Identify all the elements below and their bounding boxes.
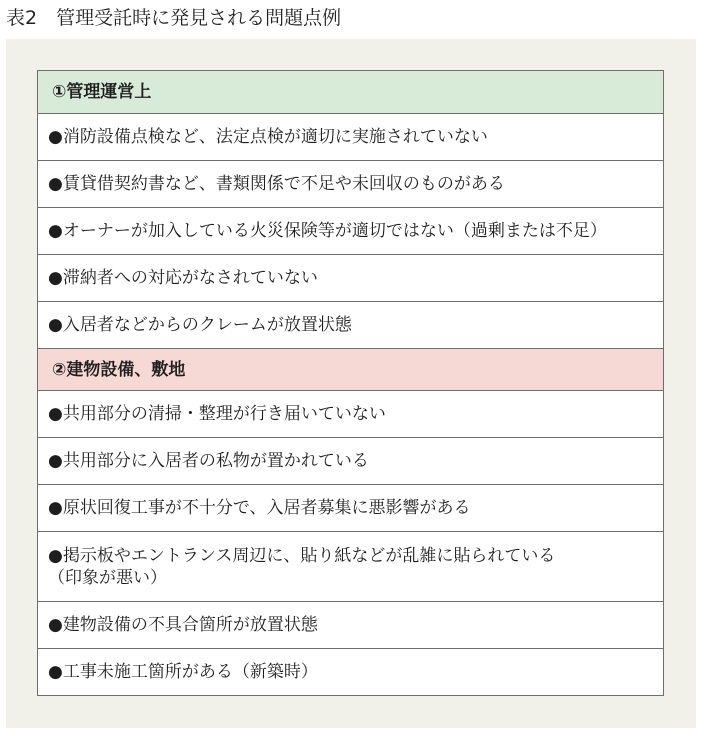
- table-row: [38, 207, 663, 254]
- section-heading-text: ①管理運営上: [52, 82, 152, 102]
- table-row: [38, 254, 663, 301]
- row-text-multiline: [48, 545, 555, 589]
- row-text-line-1: ●掲示板やエントランス周辺に、貼り紙などが乱雑に貼られている: [48, 545, 556, 566]
- row-text: ●原状回復工事が不十分で、入居者募集に悪影響がある: [48, 498, 471, 518]
- problem-table: [37, 70, 664, 696]
- row-text: ●オーナーが加入している火災保険等が適切ではない（過剰または不足）: [48, 221, 607, 241]
- row-text: ●滞納者への対応がなされていない: [48, 268, 318, 288]
- row-text: ●消防設備点検など、法定点検が適切に実施されていない: [48, 127, 488, 147]
- section-heading-text: ②建物設備、敷地: [52, 359, 186, 380]
- table-row: [38, 648, 663, 695]
- row-text: ●工事未施工箇所がある（新築時）: [48, 662, 318, 682]
- row-text: ●共用部分に入居者の私物が置かれている: [48, 451, 369, 471]
- table-row: [38, 301, 663, 348]
- section-heading-building: [38, 348, 663, 390]
- table-row: [38, 390, 663, 437]
- row-text: ●建物設備の不具合箇所が放置状態: [48, 615, 318, 635]
- table-row: [38, 160, 663, 207]
- table-row: [38, 484, 663, 531]
- row-text: ●賃貸借契約書など、書類関係で不足や未回収のものがある: [48, 174, 505, 194]
- table-row: [38, 113, 663, 160]
- table-row: [38, 601, 663, 648]
- table-row: [38, 531, 663, 601]
- table-caption: 表2 管理受託時に発見される問題点例: [6, 7, 342, 29]
- row-text: ●共用部分の清掃・整理が行き届いていない: [48, 404, 386, 424]
- row-text: ●入居者などからのクレームが放置状態: [48, 315, 352, 335]
- table-panel: [6, 39, 696, 728]
- section-heading-management: [38, 71, 663, 113]
- row-text-line-2: （印象が悪い）: [48, 567, 167, 588]
- table-row: [38, 437, 663, 484]
